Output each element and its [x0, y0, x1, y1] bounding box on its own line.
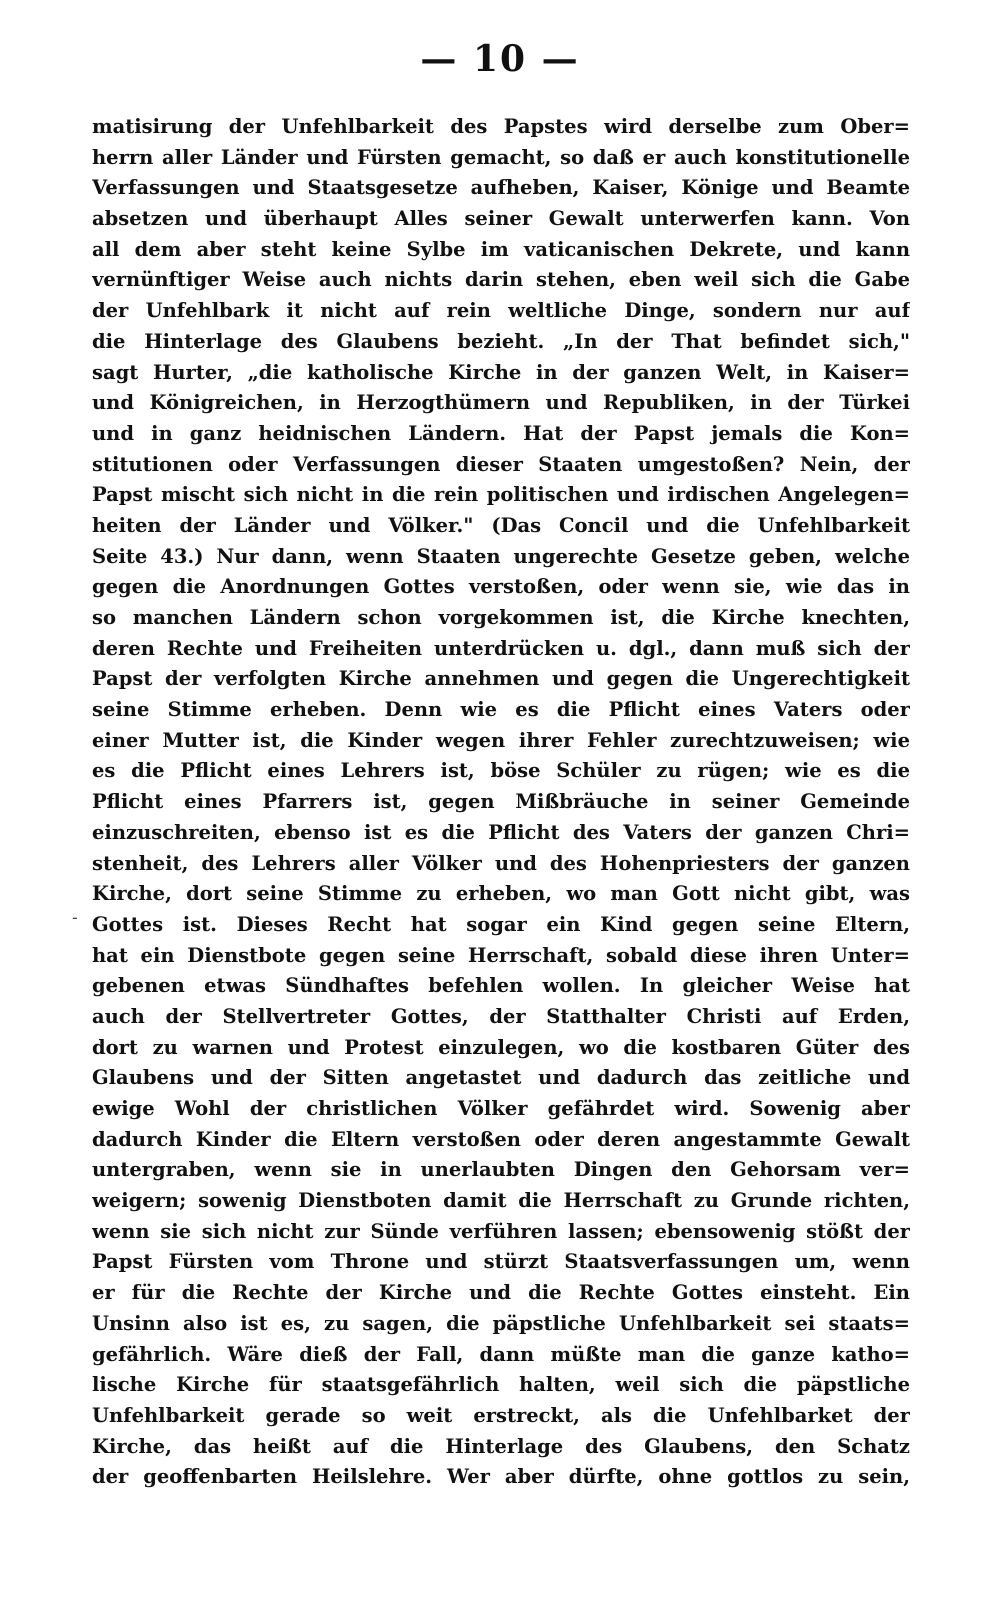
text-line: einer Mutter ist, die Kinder wegen ihrer Fehler zurechtzuweisen; wie	[92, 728, 910, 752]
text-line: gegen die Anordnungen Gottes verstoßen, oder wenn sie, wie das in	[92, 575, 910, 599]
text-line: Gottes ist. Dieses Recht hat sogar ein Kind gegen seine Eltern,	[92, 912, 910, 936]
text-line: er für die Rechte der Kirche und die Rechte Gottes einsteht. Ein	[92, 1281, 910, 1305]
text-line: hat ein Dienstbote gegen seine Herrschaft, sobald diese ihren Unter=	[92, 943, 910, 967]
text-line: vernünftiger Weise auch nichts darin stehen, eben weil sich die Gabe	[92, 268, 910, 292]
text-line: wenn sie sich nicht zur Sünde verführen lassen; ebensowenig stößt der	[92, 1219, 910, 1243]
text-line: weigern; sowenig Dienstboten damit die Herrschaft zu Grunde richten,	[92, 1189, 910, 1213]
text-line: matisirung der Unfehlbarkeit des Papstes wird derselbe zum Ober=	[92, 115, 910, 138]
text-line: deren Rechte und Freiheiten unterdrücken u. dgl., dann muß sich der	[92, 636, 910, 660]
text-line: es die Pflicht eines Lehrers ist, böse Schüler zu rügen; wie es die	[92, 759, 910, 783]
text-line: stitutionen oder Verfassungen dieser Staaten umgestoßen? Nein, der	[92, 452, 910, 476]
text-line: der geoffenbarten Heilslehre. Wer aber dürfte, ohne gottlos zu sein,	[92, 1465, 910, 1489]
text-line: Unsinn also ist es, zu sagen, die päpstliche Unfehlbarkeit sei staats=	[92, 1311, 910, 1335]
text-line: und Königreichen, in Herzogthümern und Republiken, in der Türkei	[92, 391, 910, 415]
text-line: auch der Stellvertreter Gottes, der Statthalter Christi auf Erden,	[92, 1004, 910, 1028]
text-line: ewige Wohl der christlichen Völker gefährdet wird. Sowenig aber	[92, 1097, 910, 1120]
text-line: der Unfehlbark it nicht auf rein weltliche Dinge, sondern nur auf	[92, 299, 910, 323]
text-line: herrn aller Länder und Fürsten gemacht, so daß er auch konstitutionelle	[92, 145, 910, 169]
text-line: Pflicht eines Pfarrers ist, gegen Mißbräuche in seiner Gemeinde	[92, 790, 910, 814]
text-line: einzuschreiten, ebenso ist es die Pflicht des Vaters der ganzen Chri=	[92, 820, 910, 844]
text-line: die Hinterlage des Glaubens bezieht. „In der That befindet sich,"	[92, 329, 910, 353]
text-line: untergraben, wenn sie in unerlaubten Dingen den Gehorsam ver=	[92, 1158, 910, 1182]
text-line: gefährlich. Wäre dieß der Fall, dann müßte man die ganze katho=	[92, 1342, 910, 1366]
text-line: lische Kirche für staatsgefährlich halten, weil sich die päpstliche	[92, 1373, 910, 1397]
text-line: stenheit, des Lehrers aller Völker und des Hohenpriesters der ganzen	[92, 851, 910, 875]
text-line: Kirche, das heißt auf die Hinterlage des Glaubens, den Schatz	[92, 1434, 910, 1458]
text-line: Papst Fürsten vom Throne und stürzt Staatsverfassungen um, wenn	[92, 1250, 910, 1274]
page-number: — 10 —	[420, 38, 580, 80]
text-line: all dem aber steht keine Sylbe im vaticanischen Dekrete, und kann	[92, 237, 910, 261]
text-line: und in ganz heidnischen Ländern. Hat der Papst jemals die Kon=	[92, 421, 910, 445]
text-line: Verfassungen und Staatsgesetze aufheben, Kaiser, Könige und Beamte	[92, 176, 910, 200]
text-line: dadurch Kinder die Eltern verstoßen oder deren angestammte Gewalt	[92, 1127, 910, 1151]
text-line: sagt Hurter, „die katholische Kirche in der ganzen Welt, in Kaiser=	[92, 360, 910, 384]
text-line: so manchen Ländern schon vorgekommen ist, die Kirche knechten,	[92, 606, 910, 629]
text-line: gebenen etwas Sündhaftes befehlen wollen. In gleicher Weise hat	[92, 974, 910, 998]
text-line: Unfehlbarkeit gerade so weit erstreckt, als die Unfehlbarket der	[92, 1403, 910, 1427]
text-line: heiten der Länder und Völker." (Das Concil und die Unfehlbarkeit	[92, 513, 910, 537]
text-line: Glaubens und der Sitten angetastet und dadurch das zeitliche und	[92, 1066, 910, 1090]
text-line: seine Stimme erheben. Denn wie es die Pflicht eines Vaters oder	[92, 698, 910, 722]
text-line: Kirche, dort seine Stimme zu erheben, wo man Gott nicht gibt, was	[92, 882, 910, 906]
text-line: Papst mischt sich nicht in die rein politischen und irdischen Angelegen=	[92, 483, 910, 507]
text-line: dort zu warnen und Protest einzulegen, wo die kostbaren Güter des	[92, 1035, 910, 1059]
text-line: Papst der verfolgten Kirche annehmen und gegen die Ungerechtigkeit	[92, 667, 910, 691]
margin-mark: -	[72, 908, 78, 927]
text-line: absetzen und überhaupt Alles seiner Gewalt unterwerfen kann. Von	[92, 207, 910, 231]
body-text	[92, 112, 910, 1493]
text-line: Seite 43.) Nur dann, wenn Staaten ungerechte Gesetze geben, welche	[92, 544, 910, 568]
